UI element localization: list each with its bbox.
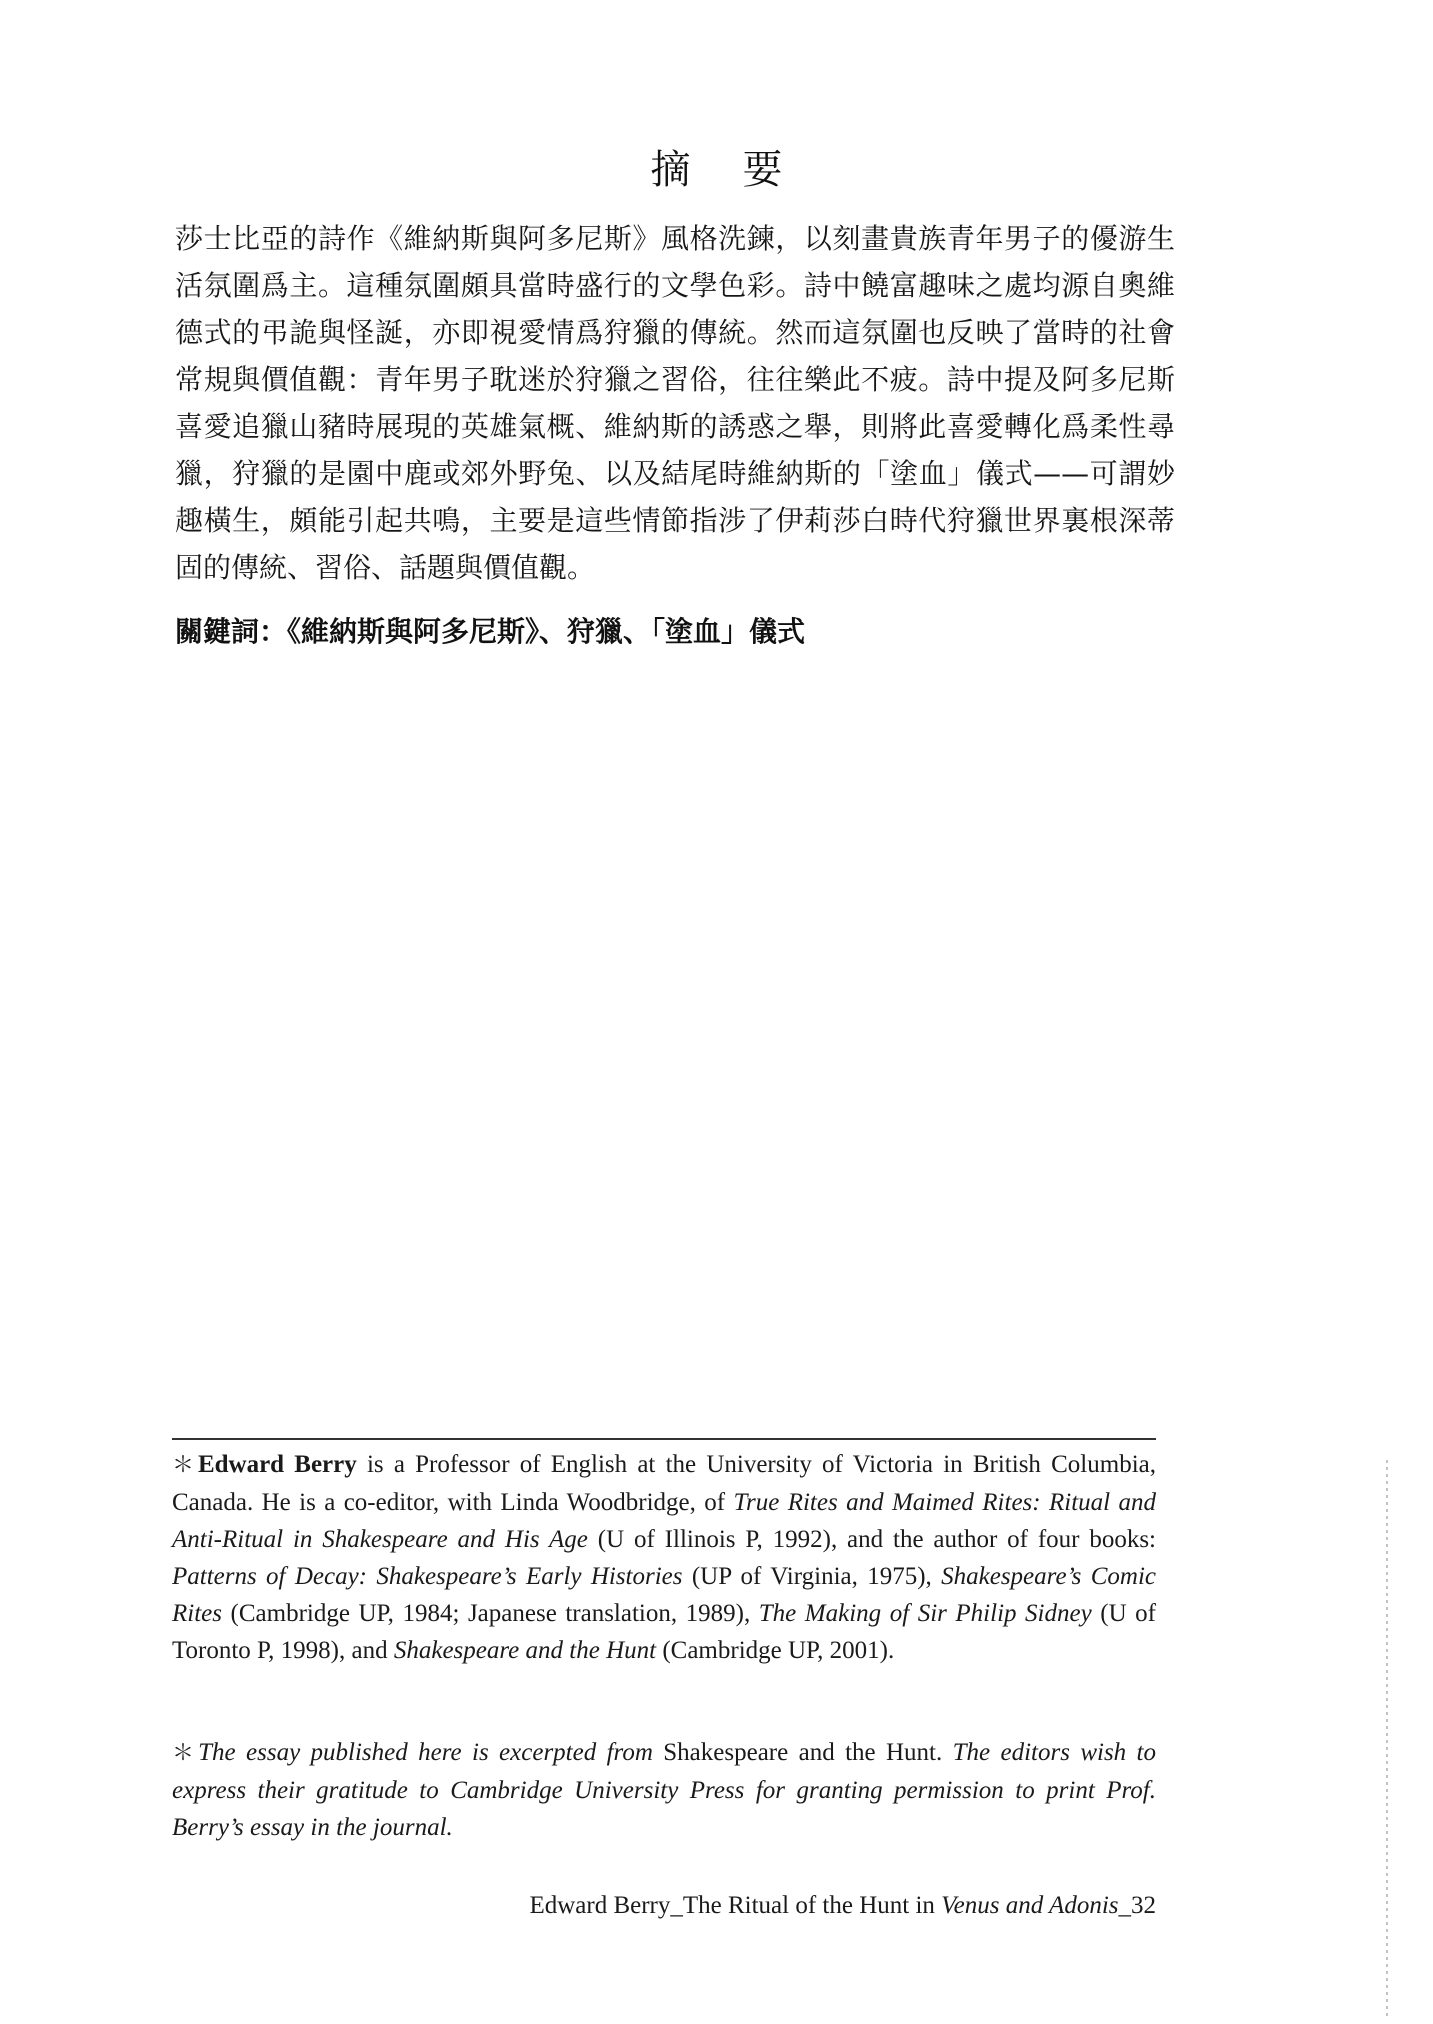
author-bio-text: (UP of Virginia, 1975), [682,1563,942,1590]
author-bio-text: (U of Toronto P, 1998), and [172,1600,1156,1664]
author-bio-text: (Cambridge UP, 2001). [656,1637,895,1664]
permission-text: The essay published here is excerpted from [198,1739,664,1766]
author-name: Edward Berry [197,1451,357,1478]
book-title: Shakespeare and the Hunt. [663,1739,943,1766]
abstract-body [175,215,1175,591]
running-footer [172,1892,1156,1920]
footnote-divider [172,1438,1156,1440]
abstract-paragraph: 莎士比亞的詩作《維納斯與阿多尼斯》風格洗鍊，以刻畫貴族青年男子的優游生活氛圍爲主。這種氛圍頗具當時盛行的文學色彩。詩中饒富趣味之處均源自奧維德式的弔詭與怪誕，亦即視愛情爲狩獵的傳統。然而這氛圍也反映了當時的社會常規與價值觀：青年男子耽迷於狩獵之習俗，往往樂此不疲。詩中提及阿多尼斯喜愛追獵山豬時展現的英雄氣概、維納斯的誘惑之舉，則將此喜愛轉化爲柔性尋獵，狩獵的是園中鹿或郊外野兔、以及結尾時維納斯的「塗血」儀式——可謂妙趣橫生，頗能引起共鳴，主要是這些情節指涉了伊莉莎白時代狩獵世界裏根深蒂固的傳統、習俗、話題與價值觀。 [175,222,1175,584]
book-title: Patterns of Decay: Shakespeare’s Early Histories [172,1563,683,1590]
book-title: Shakespeare’s Comic Rites [172,1563,1156,1627]
book-title: Shakespeare and the Hunt [393,1637,657,1664]
author-bio-text: (Cambridge UP, 1984; Japanese translation, 1989), [222,1600,759,1627]
book-title: True Rites and Maimed Rites: Ritual and Anti-Ritual in Shakespeare and His Age [172,1489,1156,1553]
permission-footnote [172,1734,1156,1846]
asterisk-marker: ＊ [172,1453,198,1478]
footer-prefix: Edward Berry_The Ritual of the Hunt in [529,1892,942,1919]
author-bio-text: is a Professor of English at the University of Victoria in British Columbia, Canada. He is a co-editor, with Linda Woodbridge, of [172,1451,1156,1516]
scan-edge-artifact [1386,1460,1388,2020]
author-bio-text: (U of Illinois P, 1992), and the author of four books: [587,1526,1157,1553]
page-number: _32 [1118,1892,1156,1919]
book-title: The Making of Sir Philip Sidney [758,1600,1092,1627]
asterisk-marker: ＊ [172,1741,199,1766]
author-footnote [172,1446,1156,1669]
abstract-heading: 摘要 [650,147,835,193]
footer-italic-title: Venus and Adonis [941,1892,1119,1919]
keywords-line: 關鍵詞：《維納斯與阿多尼斯》、狩獵、「塗血」儀式 [175,615,806,648]
permission-text: The editors wish to express their gratitude to Cambridge University Press for granting permission to print Prof. Berry’s essay in the journal. [172,1739,1156,1841]
